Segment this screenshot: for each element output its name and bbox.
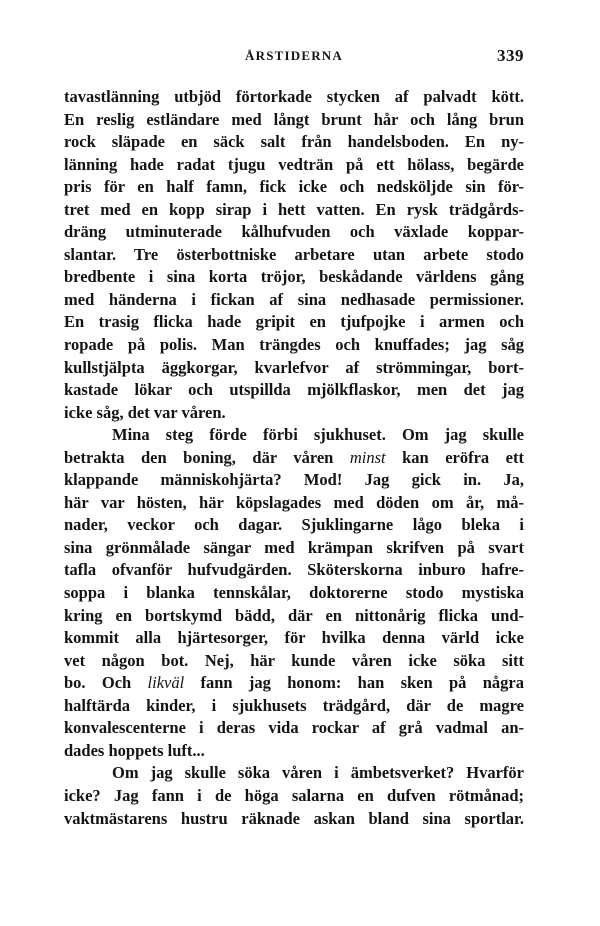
running-title: ÅRSTIDERNA — [245, 48, 343, 63]
text-line: bredbente i sina korta tröjor, beskådande världens gång — [64, 267, 524, 287]
emphasis: minst — [349, 447, 386, 467]
text-line: En trasig flicka hade gripit en tjufpojke i armen och — [64, 312, 524, 332]
emphasis: likväl — [147, 673, 185, 693]
text-line: tret med en kopp sirap i hett vatten. En rysk trädgårds- — [64, 199, 524, 219]
paragraph-end-line: dades hoppets luft... — [64, 740, 205, 760]
text-line: icke? Jag fann i de höga salarna en dufven rötmånad; — [64, 785, 524, 805]
text-line: En reslig estländare med långt brunt hår och lång brun — [64, 109, 524, 129]
text-line: kullstjälpta äggkorgar, kvarlefvor af strömmingar, bort- — [64, 357, 524, 377]
text-line: konvalescenterne i deras vida rockar af grå vadmal an- — [64, 718, 524, 738]
text-line: nader, veckor och dagar. Sjuklingarne lågo bleka i — [64, 515, 524, 535]
text-line: soppa i blanka tennskålar, doktorerne stodo mystiska — [64, 583, 524, 603]
text-line: vet någon bot. Nej, här kunde våren icke söka sitt — [64, 650, 524, 670]
text-line: bo. Och likväl fann jag honom: han sken på några — [64, 673, 524, 693]
text-line: vaktmästarens hustru räknade askan bland sina sportlar. — [64, 808, 524, 828]
text-line: kommit alla hjärtesorger, för hvilka denna värld icke — [64, 628, 524, 648]
text-line: ropade på polis. Man trängdes och knuffades; jag såg — [64, 335, 524, 355]
text-line: sina grönmålade sängar med krämpan skrifven på svart — [64, 537, 524, 557]
paragraph-start-line: Om jag skulle söka våren i ämbetsverket? Hvarför — [112, 763, 524, 783]
text-line: halftärda kinder, i sjukhusets trädgård, där de magre — [64, 695, 524, 715]
text-line: betrakta den boning, där våren minst kan eröfra ett — [64, 447, 524, 467]
page-number: 339 — [497, 46, 524, 65]
text-line: här var hösten, här köpslagades med döden om år, må- — [64, 492, 524, 512]
text-line: slantar. Tre österbottniske arbetare utan arbete stodo — [64, 244, 524, 264]
text-line: rock släpade en säck salt från handelsboden. En ny- — [64, 132, 524, 152]
text-line: tavastlänning utbjöd förtorkade stycken af palvadt kött. — [64, 87, 524, 106]
text-line: länning hade radat tjugu vedträn på ett hölass, begärde — [64, 154, 524, 174]
text-line: med händerna i fickan af sina nedhasade permissioner. — [64, 289, 524, 309]
page-header — [64, 48, 524, 72]
text-line: pris för en half famn, fick icke och nedsköljde sin för- — [64, 177, 524, 197]
text-line: tafla ofvanför hufvudgärden. Sköterskorna inburo hafre- — [64, 560, 524, 580]
body-text — [64, 86, 524, 830]
text-line: kring en bortskymd bädd, där en nittonårig flicka und- — [64, 605, 524, 625]
paragraph-end-line: icke såg, det var våren. — [64, 402, 226, 422]
paragraph-start-line: Mina steg förde förbi sjukhuset. Om jag skulle — [112, 425, 524, 445]
text-line: dräng utminuterade kålhufvuden och växlade koppar- — [64, 222, 524, 242]
text-line: klappande människohjärta? Mod! Jag gick in. Ja, — [64, 470, 524, 490]
text-line: kastade lökar och utspillda mjölkflaskor, men det jag — [64, 380, 524, 400]
